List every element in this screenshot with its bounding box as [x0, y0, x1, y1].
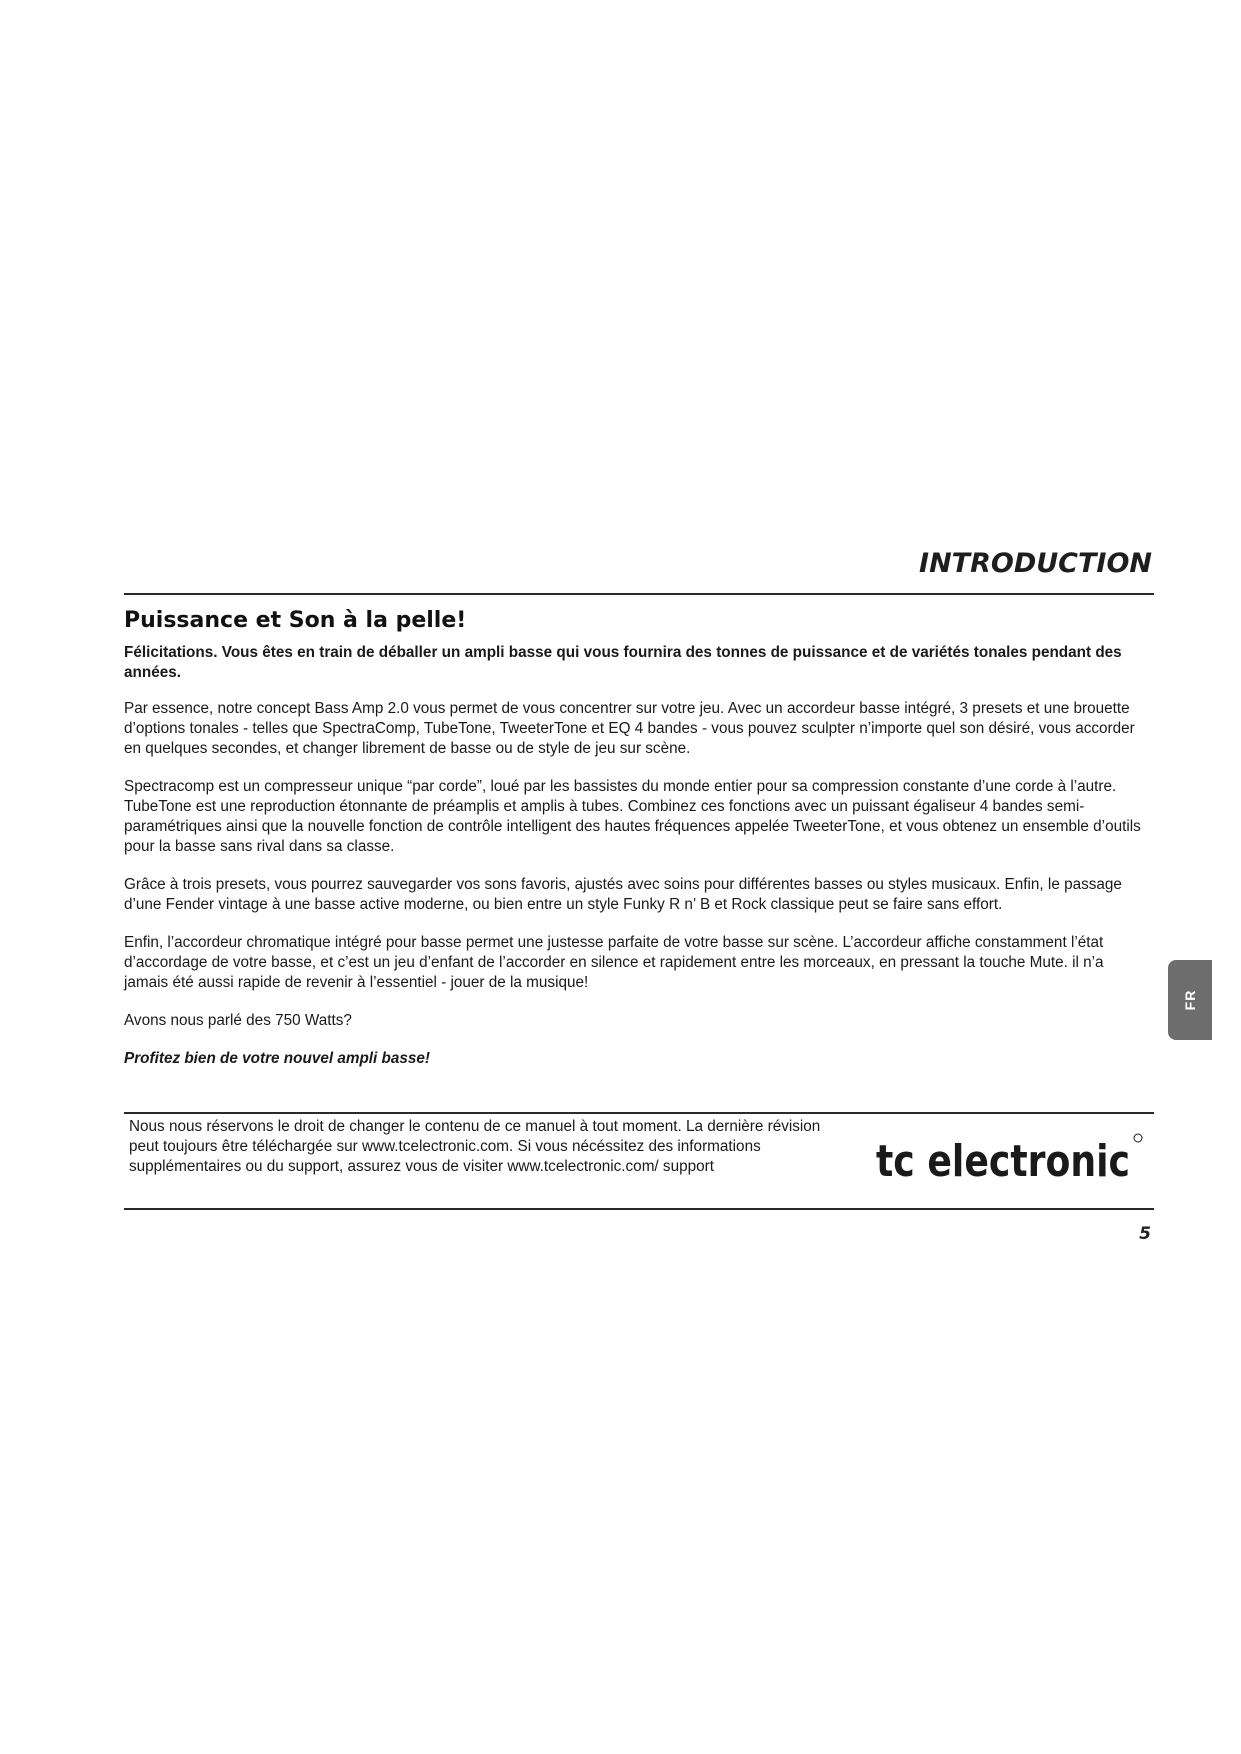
- body-paragraph-1: Par essence, notre concept Bass Amp 2.0 vous permet de vous concentrer sur votre jeu. Avec un accordeur basse intégré, 3 presets et une brouette d’options tonales - telles que SpectraComp, TubeTone, TweeterTone et EQ 4 bandes - vous pouvez sculpter n’importe quel son désiré, vous accorder en quelques secondes, et changer librement de basse ou de style de jeu sur scène.: [124, 700, 1135, 757]
- body-paragraph-2: Spectracomp est un compresseur unique “par corde”, loué par les bassistes du monde entier pour sa compression constante d’une corde à l’autre. TubeTone est une reproduction étonnante de préamplis et amplis à tubes. Combinez ces fonctions avec un puissant égaliseur 4 bandes semi-paramétriques ainsi que la nouvelle fonction de contrôle intelligent des hautes fréquences appelée TweeterTone, et vous obtenez un ensemble d’outils pour la basse sans rival dans sa classe.: [124, 778, 1141, 855]
- footer-bottom-divider: [124, 1208, 1154, 1210]
- disclaimer-text: Nous nous réservons le droit de changer le contenu de ce manuel à tout moment. La dernière révision peut toujours être téléchargée sur www.tcelectronic.com. Si vous nécéssitez des informations supplémentaires ou du support, assurez vous de visiter www.tcelectronic.com/ support: [129, 1118, 821, 1175]
- page-heading: Puissance et Son à la pelle!: [124, 608, 467, 633]
- section-title: INTRODUCTION: [919, 548, 1152, 579]
- tc-electronic-logo: [876, 1130, 1144, 1190]
- closing-line: Profitez bien de votre nouvel ampli basse!: [124, 1050, 431, 1067]
- footer-top-divider: [124, 1112, 1154, 1114]
- lead-paragraph: Félicitations. Vous êtes en train de déballer un ampli basse qui vous fournira des tonnes de puissance et de variétés tonales pendant des années.: [124, 644, 1122, 681]
- language-tab-label: FR: [1182, 989, 1198, 1011]
- logo-wordmark: tc electronic: [876, 1136, 1130, 1187]
- registered-mark-icon: [1134, 1134, 1142, 1142]
- top-divider: [124, 593, 1154, 595]
- body-paragraph-4: Enfin, l’accordeur chromatique intégré pour basse permet une justesse parfaite de votre basse sur scène. L’accordeur affiche constamment l’état d’accordage de votre basse, et c’est un jeu d’enfant de l’accorder en silence et rapidement entre les morceaux, en pressant la touche Mute. il n’a jamais été aussi rapide de revenir à l’essentiel - jouer de la musique!: [124, 934, 1104, 991]
- page-number: 5: [1139, 1224, 1151, 1244]
- main-content: [124, 608, 1144, 1087]
- body-paragraph-3: Grâce à trois presets, vous pourrez sauvegarder vos sons favoris, ajustés avec soins pour différentes basses ou styles musicaux. Enfin, le passage d’une Fender vintage à une basse active moderne, ou bien entre un style Funky R n’ B et Rock classique peut se faire sans effort.: [124, 876, 1122, 913]
- language-tab: [1168, 960, 1212, 1040]
- body-paragraph-5: Avons nous parlé des 750 Watts?: [124, 1012, 352, 1029]
